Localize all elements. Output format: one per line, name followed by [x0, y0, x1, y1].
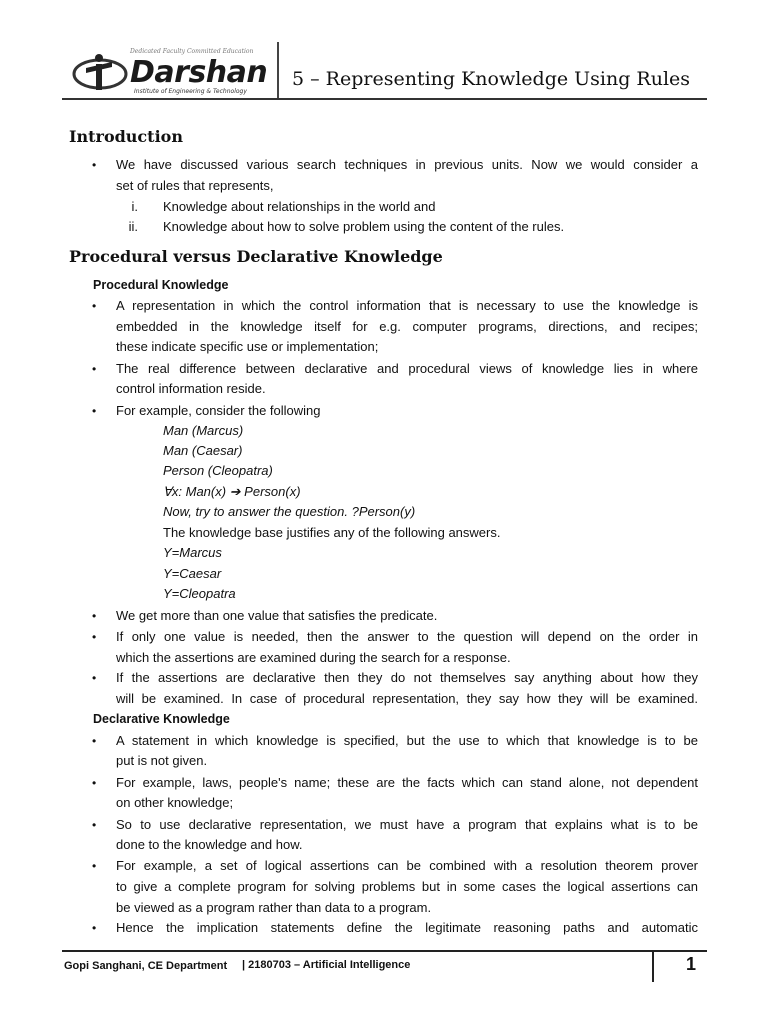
footer-author: Gopi Sanghani, CE Department: [64, 960, 228, 972]
footer-course: | 2180703 – Artificial Intelligence: [242, 959, 411, 971]
bullet-icon: •: [92, 671, 97, 685]
example-line: Y=Caesar: [163, 566, 222, 581]
example-line: Man (Caesar): [163, 443, 243, 458]
bullet-icon: •: [92, 630, 97, 644]
example-line: Person (Cleopatra): [163, 463, 273, 478]
page-footer: [62, 950, 707, 990]
header-rule: [62, 98, 707, 100]
list-item: Knowledge about how to solve problem using the content of the rules.: [163, 219, 565, 234]
logo-subtitle: Institute of Engineering & Technology: [134, 88, 247, 95]
subheading-procedural: Procedural Knowledge: [93, 278, 229, 292]
paragraph-line: these indicate specific use or implementation;: [116, 339, 379, 354]
paragraph-line: For example, a set of logical assertions can be combined with a resolution theorem prover: [116, 858, 698, 873]
paragraph-line: A representation in which the control information that is necessary to use the knowledge is: [116, 298, 698, 313]
paragraph-line: For example, laws, people's name; these are the facts which can stand alone, not dependent: [116, 775, 698, 790]
paragraph-line: We have discussed various search techniques in previous units. Now we would consider a: [116, 157, 698, 172]
paragraph-line: If only one value is needed, then the answer to the question will depend on the order in: [116, 629, 698, 644]
bullet-icon: •: [92, 299, 97, 313]
paragraph-line: Hence the implication statements define the legitimate reasoning paths and automatic: [116, 920, 698, 935]
bullet-icon: •: [92, 609, 97, 623]
header-divider: [277, 42, 279, 98]
example-line: ∀x: Man(x) ➔ Person(x): [163, 484, 301, 499]
paragraph-line: will be examined. In case of procedural representation, they say how they will be examined.: [116, 691, 698, 706]
bullet-icon: •: [92, 362, 97, 376]
example-line: The knowledge base justifies any of the following answers.: [163, 525, 501, 540]
page-header: [62, 40, 707, 100]
paragraph-line: The real difference between declarative and procedural views of knowledge lies in where: [116, 361, 698, 376]
footer-divider: [652, 952, 654, 982]
bullet-icon: •: [92, 859, 97, 873]
bullet-icon: •: [92, 776, 97, 790]
list-item: Knowledge about relationships in the world and: [163, 199, 436, 214]
example-line: Man (Marcus): [163, 423, 244, 438]
paragraph-line: on other knowledge;: [116, 795, 234, 810]
paragraph-line: set of rules that represents,: [116, 178, 274, 193]
footer-rule: [62, 950, 707, 952]
darshan-logo: [68, 48, 273, 96]
chapter-title: 5 – Representing Knowledge Using Rules: [292, 68, 691, 90]
paragraph-line: put is not given.: [116, 753, 208, 768]
example-line: Y=Cleopatra: [163, 586, 236, 601]
paragraph-line: We get more than one value that satisfies the predicate.: [116, 608, 438, 623]
bullet-icon: •: [92, 158, 97, 172]
paragraph-line: If the assertions are declarative then they do not themselves say anything about how they: [116, 670, 698, 685]
logo-tagline: Dedicated Faculty Committed Education: [130, 48, 254, 55]
paragraph-line: A statement in which knowledge is specified, but the use to which that knowledge is to be: [116, 733, 698, 748]
bullet-icon: •: [92, 404, 97, 418]
paragraph-line: done to the knowledge and how.: [116, 837, 303, 852]
example-line: Y=Marcus: [163, 545, 222, 560]
subheading-declarative: Declarative Knowledge: [93, 712, 230, 726]
heading-procedural-vs-declarative: Procedural versus Declarative Knowledge: [69, 247, 443, 266]
list-number: i.: [131, 199, 138, 214]
bullet-icon: •: [92, 818, 97, 832]
paragraph-line: be viewed as a program rather than data to a program.: [116, 900, 432, 915]
list-number: ii.: [128, 219, 138, 234]
paragraph-line: So to use declarative representation, we must have a program that explains what is to be: [116, 817, 698, 832]
paragraph-line: embedded in the knowledge itself for e.g. computer programs, directions, and recipes;: [116, 319, 698, 334]
logo-wordmark: Darshan: [130, 55, 268, 90]
bullet-icon: •: [92, 921, 97, 935]
paragraph-line: For example, consider the following: [116, 403, 321, 418]
paragraph-line: to give a complete program for solving problems but in some cases the logical assertions can: [116, 879, 698, 894]
darshan-emblem-icon: [68, 48, 128, 96]
paragraph-line: control information reside.: [116, 381, 266, 396]
paragraph-line: which the assertions are examined during the search for a response.: [116, 650, 511, 665]
heading-introduction: Introduction: [69, 127, 183, 146]
example-line: Now, try to answer the question. ?Person(y): [163, 504, 416, 519]
page-number: 1: [686, 954, 697, 974]
bullet-icon: •: [92, 734, 97, 748]
